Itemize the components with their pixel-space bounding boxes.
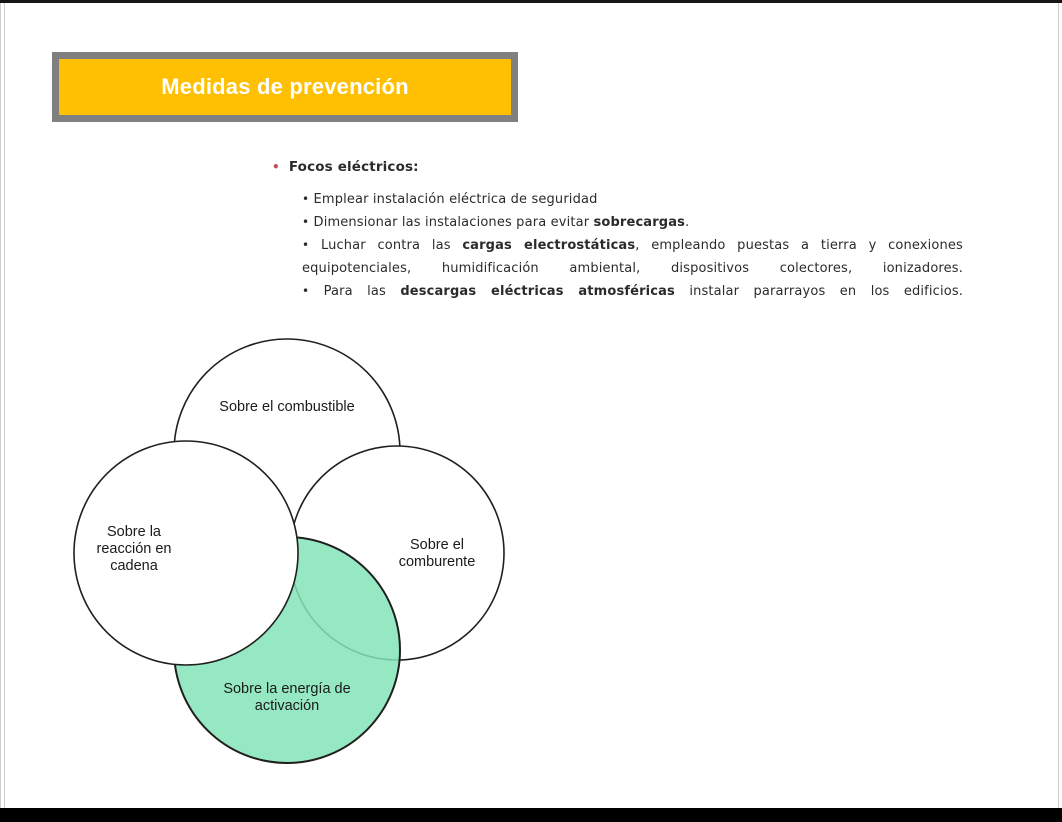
bullet-line: [302, 257, 963, 280]
section-heading-text: Focos eléctricos:: [288, 159, 419, 175]
bullet-text-bold: sobrecargas: [593, 215, 686, 230]
window-right-edge: [1058, 3, 1059, 808]
electric-sources-section: [272, 156, 963, 303]
bullet-icon: •: [302, 192, 310, 206]
bullet-line: [302, 211, 963, 234]
venn-label-comburente: Sobre el comburente: [398, 537, 476, 570]
bullet-text: equipotenciales, humidificación ambiental, dispositivos colectores, ionizadores.: [302, 261, 963, 276]
bullet-text-bold: cargas electrostáticas: [462, 238, 636, 253]
bullet-text-bold: descargas eléctricas atmosféricas: [400, 284, 675, 299]
bullet-text: Dimensionar las instalaciones para evitar: [313, 215, 594, 230]
bullet-text: Emplear instalación eléctrica de seguridad: [313, 192, 598, 207]
bullet-icon: •: [302, 238, 310, 252]
bullet-list: [302, 188, 963, 303]
bullet-text: Para las: [323, 284, 401, 299]
window-bottom-bar: [0, 808, 1062, 822]
window-top-edge: [0, 0, 1062, 3]
bullet-icon: •: [302, 284, 310, 298]
section-heading: [272, 156, 963, 178]
bullet-text: , empleando puestas a tierra y conexiones: [635, 238, 963, 253]
window-left-edge: [0, 3, 1, 808]
venn-label-combustible: Sobre el combustible: [219, 399, 355, 415]
bullet-line: [302, 188, 963, 211]
venn-label-reaccion: Sobre la reacción en cadena: [96, 524, 172, 574]
bullet-text: instalar pararrayos en los edificios.: [674, 284, 964, 299]
venn-label-energia: Sobre la energía de activación: [223, 681, 351, 714]
page-title: Medidas de prevención: [161, 74, 409, 99]
title-banner: [52, 52, 518, 122]
bullet-line: [302, 280, 963, 303]
bullet-line: [302, 234, 963, 257]
bullet-text: .: [685, 215, 690, 230]
window-left-inner-edge: [4, 3, 5, 808]
red-bullet-icon: •: [272, 160, 280, 174]
bullet-icon: •: [302, 215, 310, 229]
bullet-text: Luchar contra las: [320, 238, 463, 253]
